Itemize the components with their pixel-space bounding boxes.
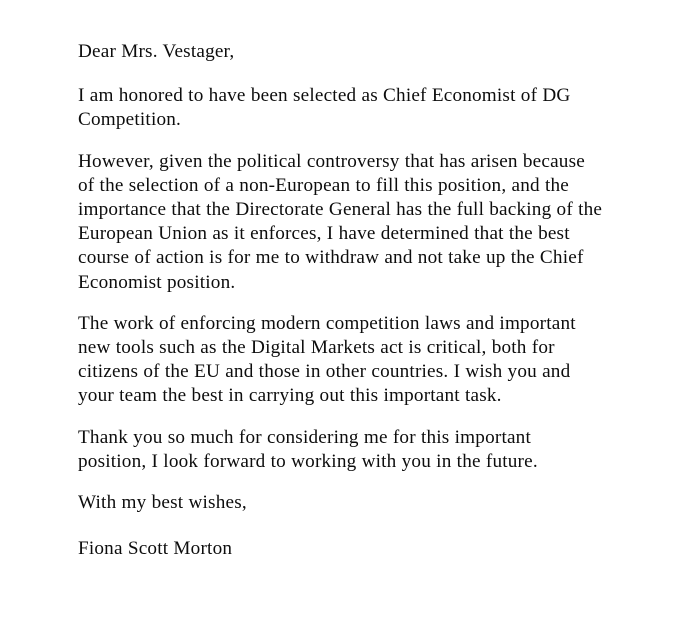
letter-salutation: Dear Mrs. Vestager,: [78, 41, 235, 62]
letter-paragraph-1: I am honored to have been selected as Chief Economist of DG Competition.: [78, 85, 571, 131]
letter-paragraph-2: However, given the political controversy that has arisen because of the selection of a non-European to fill this position, and the importance that the Directorate General has the full backing of the European Union as it enforces, I have determined that the best course of action is for me to withdraw and not take up the Chief Economist position.: [78, 150, 603, 293]
letter-signoff: With my best wishes,: [78, 492, 247, 514]
letter-paragraph-3: The work of enforcing modern competition laws and important new tools such as the Digital Markets act is critical, both for citizens of the EU and those in other countries. I wish you and your team the best in carrying out this important task.: [78, 312, 576, 407]
letter-body: [78, 40, 604, 561]
letter-paragraph-4: Thank you so much for considering me for this important position, I look forward to working with you in the future.: [78, 426, 538, 472]
letter-signature-name: Fiona Scott Morton: [78, 538, 233, 560]
